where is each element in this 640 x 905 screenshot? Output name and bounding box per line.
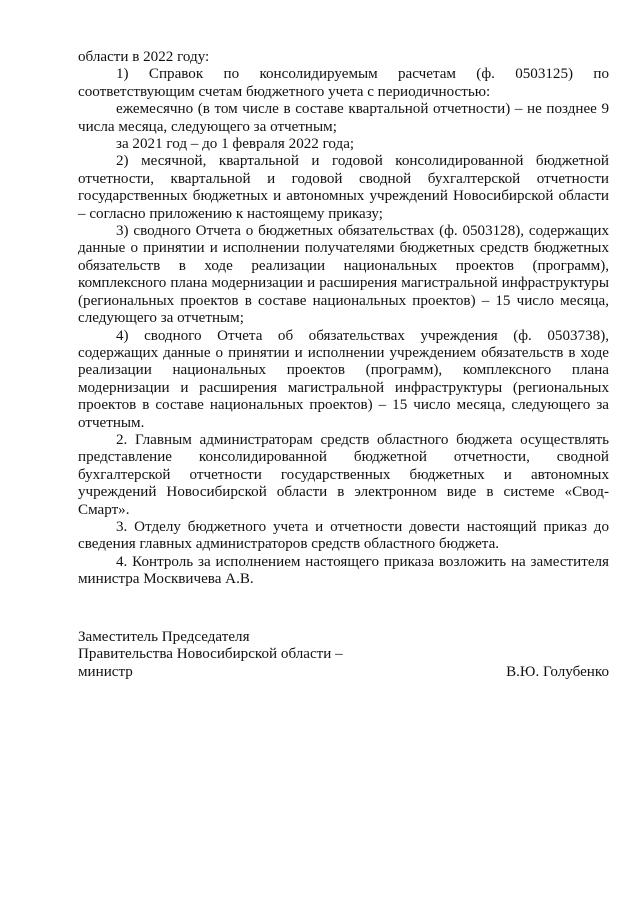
paragraph-2: 1) Справок по консолидируемым расчетам (ф. 0503125) по соответствующим счетам бюджетного учета с периодичностью: (78, 66, 609, 100)
signature-position-line-3 (78, 664, 609, 681)
signature-position-title: министр (78, 663, 133, 680)
paragraph-10: 4. Контроль за исполнением настоящего приказа возложить на заместителя министра Москвичева А.В. (78, 553, 609, 588)
paragraph-6: 3) сводного Отчета о бюджетных обязательствах (ф. 0503128), содержащих данные о принятии и исполнении получателями бюджетных средств бюджетных обязательств в ходе реализации национальных проектов (программ), комплексного плана модернизации и расширения магистральной инфраструктуры (региональных проектов в составе национальных проектов) – 15 число месяца, следующего за отчетным; (78, 223, 609, 327)
paragraph-9: 3. Отделу бюджетного учета и отчетности довести настоящий приказ до сведения главных администраторов средств областного бюджета. (78, 518, 609, 553)
signature-block (78, 629, 609, 681)
paragraph-1: области в 2022 году: (78, 49, 210, 65)
signatory-name: В.Ю. Голубенко (506, 663, 609, 680)
paragraph-8: 2. Главным администраторам средств областного бюджета осуществлять представление консолидированной бюджетной отчетности, сводной бухгалтерской отчетности государственных бюджетных и автономных учреждений Новосибирской области в электронном виде в системе «Свод-Смарт». (78, 431, 609, 518)
signature-position-line-1: Заместитель Председателя (78, 629, 250, 645)
paragraph-7: 4) сводного Отчета об обязательствах учреждения (ф. 0503738), содержащих данные о принятии и исполнении учреждением обязательств в ходе реализации национальных проектов (программ), комплексного плана модернизации и расширения магистральной инфраструктуры (региональных проектов в составе национальных проектов) – 15 число месяца, следующего за отчетным. (78, 327, 609, 431)
paragraph-3: ежемесячно (в том числе в составе квартальной отчетности) – не позднее 9 числа месяца, следующего за отчетным; (78, 101, 609, 135)
paragraph-4: за 2021 год – до 1 февраля 2022 года; (116, 136, 355, 153)
document-body (78, 49, 609, 589)
signature-position-line-2: Правительства Новосибирской области – (78, 646, 343, 663)
paragraph-5: 2) месячной, квартальной и годовой консолидированной бюджетной отчетности, квартальной и годовой сводной бухгалтерской отчетности государственных бюджетных и автономных учреждений Новосибирской области – согласно приложению к настоящему приказу; (78, 153, 609, 222)
